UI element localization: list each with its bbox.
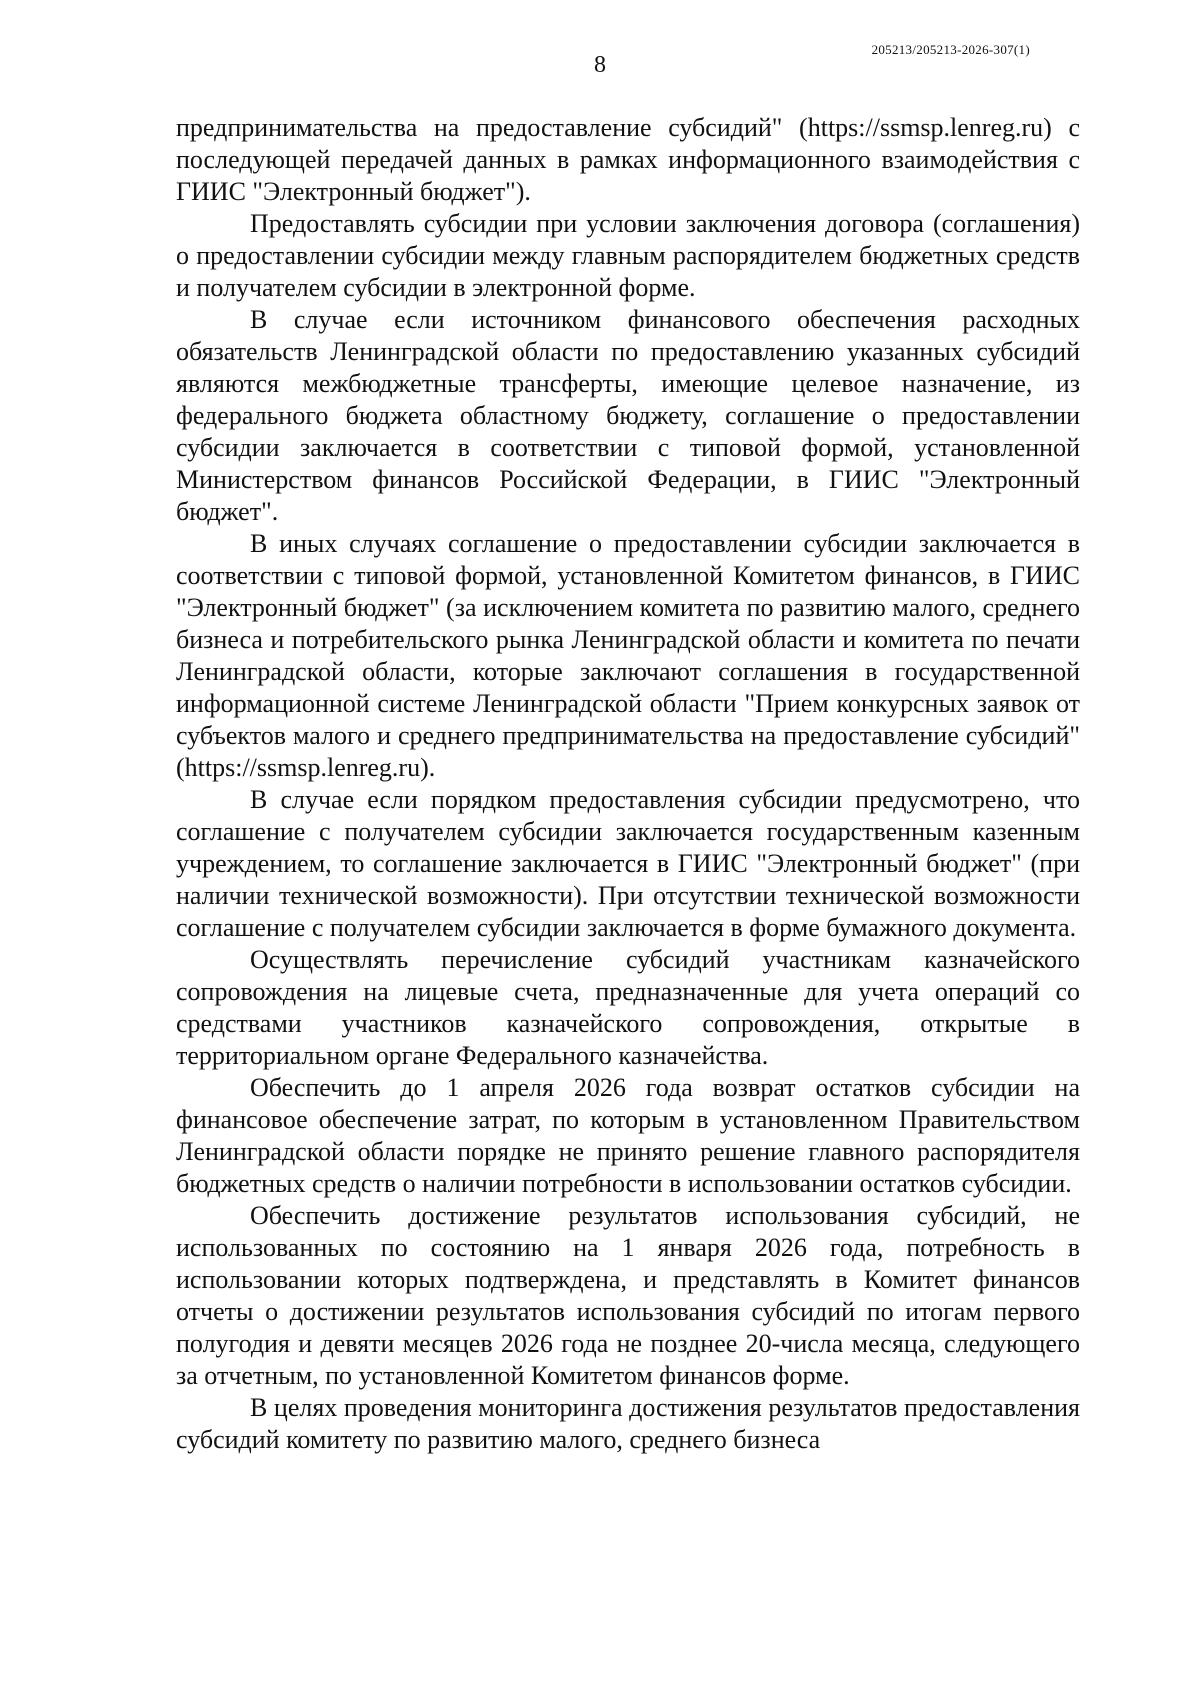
paragraph: Обеспечить до 1 апреля 2026 года возврат остатков субсидии на финансовое обеспечение затрат, по которым в установленном Правительством Ленинградской области порядке не принято решение главного распорядителя бюджетных средств о наличии потребности в использовании остатков субсидии. <box>176 1073 1080 1198</box>
page-number: 8 <box>594 52 606 78</box>
document-id: 205213/205213-2026-307(1) <box>871 42 1030 57</box>
paragraph: Осуществлять перечисление субсидий участникам казначейского сопровождения на лицевые счета, предназначенные для учета операций со средствами участников казначейского сопровождения, открытые в территориальном органе Федерального казначейства. <box>176 945 1080 1070</box>
paragraph: В целях проведения мониторинга достижения результатов предоставления субсидий комитету по развитию малого, среднего бизнеса <box>176 1393 1080 1454</box>
paragraph: Предоставлять субсидии при условии заключения договора (соглашения) о предоставлении субсидии между главным распорядителем бюджетных средств и получателем субсидии в электронной форме. <box>176 209 1080 302</box>
paragraph: предпринимательства на предоставление субсидий" (https://ssmsp.lenreg.ru) с последующей передачей данных в рамках информационного взаимодействия с ГИИС "Электронный бюджет"). <box>176 113 1080 206</box>
document-body <box>176 112 1080 1456</box>
paragraph: В случае если источником финансового обеспечения расходных обязательств Ленинградской области по предоставлению указанных субсидий являются межбюджетные трансферты, имеющие целевое назначение, из федерального бюджета областному бюджету, соглашение о предоставлении субсидии заключается в соответствии с типовой формой, установленной Министерством финансов Российской Федерации, в ГИИС "Электронный бюджет". <box>176 305 1080 526</box>
paragraph: Обеспечить достижение результатов использования субсидий, не использованных по состоянию на 1 января 2026 года, потребность в использовании которых подтверждена, и представлять в Комитет финансов отчеты о достижении результатов использования субсидий по итогам первого полугодия и девяти месяцев 2026 года не позднее 20-числа месяца, следующего за отчетным, по установленной Комитетом финансов форме. <box>176 1201 1080 1390</box>
paragraph: В случае если порядком предоставления субсидии предусмотрено, что соглашение с получателем субсидии заключается государственным казенным учреждением, то соглашение заключается в ГИИС "Электронный бюджет" (при наличии технической возможности). При отсутствии технической возможности соглашение с получателем субсидии заключается в форме бумажного документа. <box>176 785 1080 942</box>
paragraph: В иных случаях соглашение о предоставлении субсидии заключается в соответствии с типовой формой, установленной Комитетом финансов, в ГИИС "Электронный бюджет" (за исключением комитета по развитию малого, среднего бизнеса и потребительского рынка Ленинградской области и комитета по печати Ленинградской области, которые заключают соглашения в государственной информационной системе Ленинградской области "Прием конкурсных заявок от субъектов малого и среднего предпринимательства на предоставление субсидий" (https://ssmsp.lenreg.ru). <box>176 529 1080 782</box>
